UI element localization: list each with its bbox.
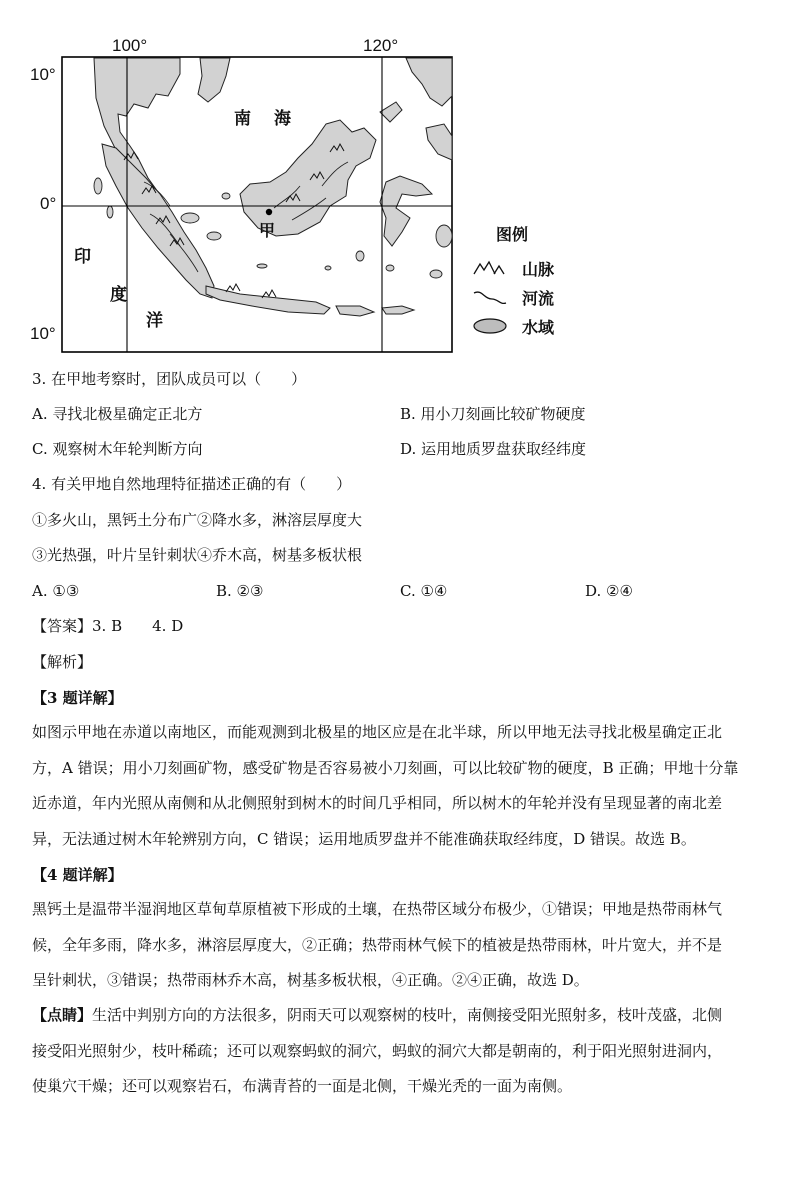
tip-line-3: 使巢穴干燥；还可以观察岩石，布满青苔的一面是北侧，干燥光秃的一面为南侧。 bbox=[32, 1077, 573, 1095]
lat-label-bottom: 10° bbox=[30, 324, 56, 343]
q3-detail-paragraph bbox=[32, 715, 770, 857]
q3-detail-title: 【3 题详解】 bbox=[32, 689, 123, 707]
legend-label-mountain: 山脉 bbox=[522, 259, 555, 279]
lon-label-100: 100° bbox=[112, 36, 148, 55]
tip-line-1 bbox=[32, 998, 770, 1034]
legend-item-water bbox=[470, 314, 554, 338]
q3-option-a: A. 寻找北极星确定正北方 bbox=[32, 405, 203, 423]
q3-detail-line-4: 异，无法通过树木年轮辨别方向，C 错误；运用地质罗盘并不能准确获取经纬度，D 错误。故选 B。 bbox=[32, 829, 696, 848]
tip-line-1-text: 生活中判别方向的方法很多，阴雨天可以观察树的枝叶，南侧接受阳光照射多，枝叶茂盛，北侧 bbox=[92, 1006, 723, 1024]
q4-detail-line-1: 黑钙土是温带半湿润地区草甸草原植被下形成的土壤，在热带区域分布极少，①错误；甲地是热带雨林气 bbox=[32, 900, 723, 918]
river-icon bbox=[470, 287, 510, 307]
q4-detail-title: 【4 题详解】 bbox=[32, 866, 123, 884]
legend-item-mountain bbox=[470, 256, 554, 280]
q4-detail-paragraph bbox=[32, 892, 770, 999]
water-area-icon bbox=[470, 316, 510, 336]
q4-option-d: D. ②④ bbox=[585, 582, 633, 600]
legend-label-river: 河流 bbox=[522, 288, 555, 308]
ocean-label-yang: 洋 bbox=[146, 311, 163, 331]
answer-line bbox=[32, 615, 183, 637]
legend-title: 图例 bbox=[496, 225, 529, 244]
q3-option-c: C. 观察树木年轮判断方向 bbox=[32, 440, 203, 458]
q3-option-d: D. 运用地质罗盘获取经纬度 bbox=[400, 440, 587, 458]
q4-statement-2: ③光热强，叶片呈针刺状④乔木高，树基多板状根 bbox=[32, 546, 363, 564]
q3-detail-line-3: 近赤道，年内光照从南侧和从北侧照射到树木的时间几乎相同，所以树木的年轮并没有呈现显著的南北差 bbox=[32, 794, 723, 812]
map-figure bbox=[30, 36, 610, 356]
answer-label: 【答案】 bbox=[32, 617, 93, 635]
q4-statement-1: ①多火山，黑钙土分布广②降水多，淋溶层厚度大 bbox=[32, 511, 363, 529]
q4-option-c: C. ①④ bbox=[400, 582, 448, 600]
sea-label-hai: 海 bbox=[274, 109, 291, 129]
q3-detail-line-1: 如图示甲地在赤道以南地区，而能观测到北极星的地区应是在北半球，所以甲地无法寻找北极星确定正北 bbox=[32, 723, 723, 741]
lat-label-equator: 0° bbox=[40, 194, 57, 213]
q4-detail-line-2: 候，全年多雨，降水多，淋溶层厚度大，②正确；热带雨林气候下的植被是热带雨林，叶片宽大，并不是 bbox=[32, 935, 723, 954]
legend-item-river bbox=[470, 285, 554, 309]
point-jia bbox=[266, 209, 272, 215]
lat-label-top: 10° bbox=[30, 65, 56, 84]
q4-stem: 4. 有关甲地自然地理特征描述正确的有（ ） bbox=[32, 475, 352, 493]
q4-detail-line-3: 呈针刺状，③错误；热带雨林乔木高，树基多板状根，④正确。②④正确，故选 D。 bbox=[32, 971, 589, 989]
answer-text: 3. B 4. D bbox=[92, 617, 184, 635]
sea-label-nan: 南 bbox=[234, 109, 251, 129]
point-label-jia: 甲 bbox=[259, 221, 276, 240]
q4-option-a: A. ①③ bbox=[32, 582, 80, 600]
analysis-label: 【解析】 bbox=[32, 653, 93, 671]
q3-stem: 3. 在甲地考察时，团队成员可以（ ） bbox=[32, 370, 307, 388]
tip-line-2: 接受阳光照射少，枝叶稀疏；还可以观察蚂蚁的洞穴，蚂蚁的洞穴大都是朝南的，利于阳光照射进洞内， bbox=[32, 1041, 723, 1060]
tip-label: 【点睛】 bbox=[32, 1006, 93, 1024]
ocean-label-du: 度 bbox=[110, 285, 127, 305]
lon-label-120: 120° bbox=[363, 36, 399, 55]
legend-label-water: 水域 bbox=[522, 317, 555, 337]
tip-paragraph bbox=[32, 998, 770, 1105]
q4-option-b: B. ②③ bbox=[216, 582, 264, 600]
q3-detail-line-2: 方，A 错误；用小刀刻画矿物，感受矿物是否容易被小刀刻画，可以比较矿物的硬度，B 正确；甲地十分靠 bbox=[32, 758, 739, 777]
ocean-label-yin: 印 bbox=[74, 247, 91, 267]
mountain-icon bbox=[470, 258, 510, 278]
q3-option-b: B. 用小刀刻画比较矿物硬度 bbox=[400, 405, 586, 423]
